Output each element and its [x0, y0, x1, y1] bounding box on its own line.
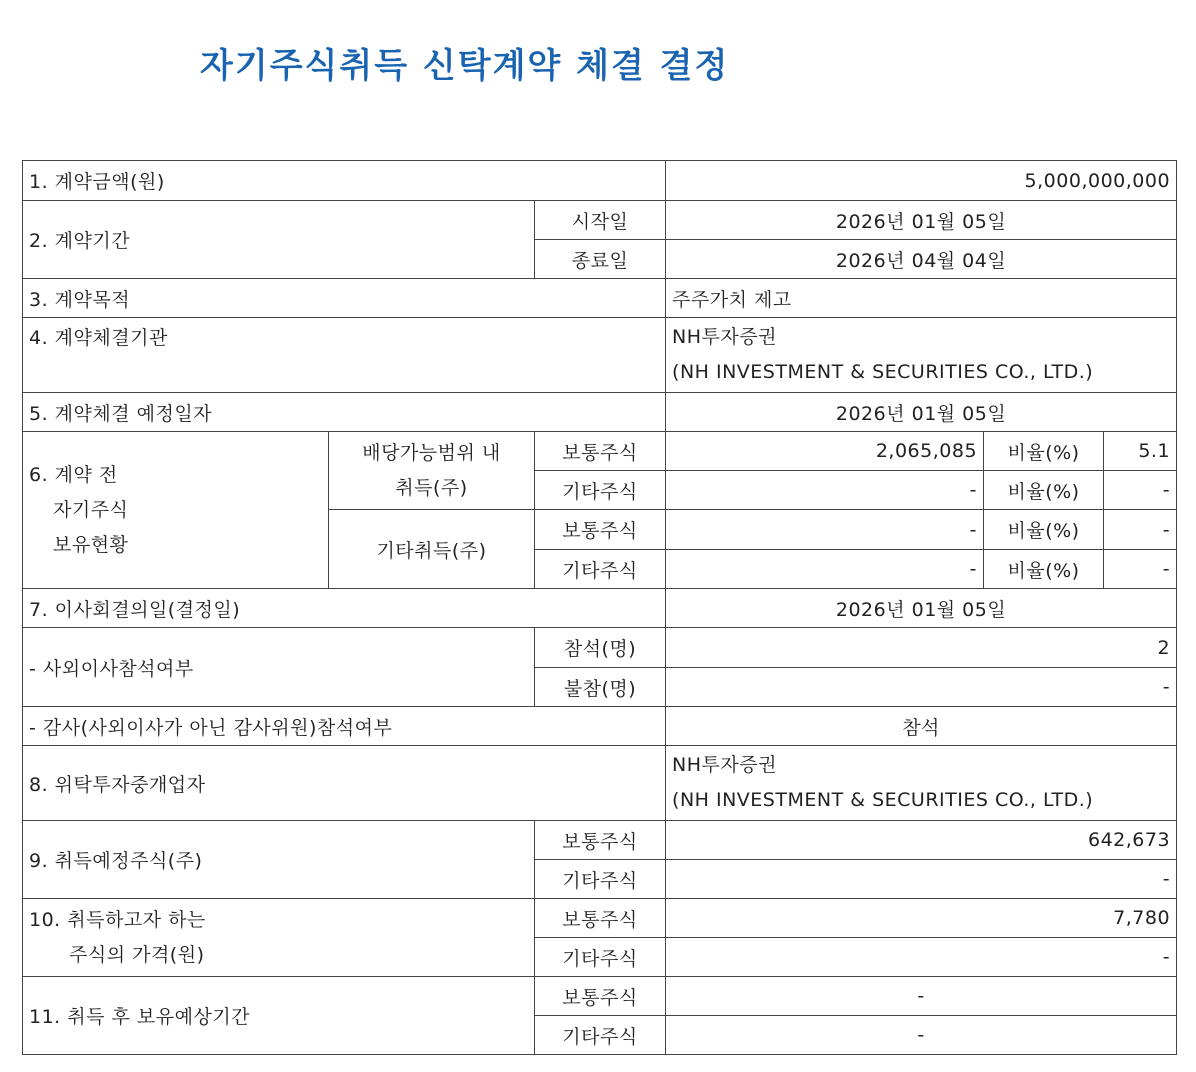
end-date-label: 종료일	[535, 240, 666, 279]
holdings-label-line1: 6. 계약 전	[29, 463, 118, 486]
holdings-label-line2: 자기주식	[53, 498, 129, 521]
common-stock-label: 보통주식	[535, 510, 666, 550]
ratio-label: 비율(%)	[984, 550, 1104, 589]
contract-period-label: 2. 계약기간	[23, 201, 535, 279]
table-row	[23, 201, 1177, 240]
contract-purpose-value: 주주가치 제고	[666, 279, 1177, 318]
page-title: 자기주식취득 신탁계약 체결 결정	[200, 46, 730, 86]
other-stock-label: 기타주식	[535, 860, 666, 899]
g2-common-ratio: -	[1104, 510, 1177, 550]
g1-common-qty: 2,065,085	[666, 432, 984, 471]
other-acquisition-label: 기타취득(주)	[329, 510, 535, 589]
start-date-label: 시작일	[535, 201, 666, 240]
contract-purpose-label: 3. 계약목적	[23, 279, 666, 318]
dividend-range-line2: 취득(주)	[395, 476, 468, 499]
table-row	[23, 432, 1177, 471]
holding-common-value: -	[666, 977, 1177, 1016]
other-stock-label: 기타주식	[535, 471, 666, 510]
contract-amount-value: 5,000,000,000	[666, 161, 1177, 201]
holdings-label	[23, 432, 329, 589]
disclosure-table	[22, 160, 1177, 1055]
other-stock-label: 기타주식	[535, 938, 666, 977]
absent-label: 불참(명)	[535, 668, 666, 707]
other-stock-label: 기타주식	[535, 550, 666, 589]
table-row	[23, 707, 1177, 746]
other-stock-label: 기타주식	[535, 1016, 666, 1055]
common-stock-label: 보통주식	[535, 821, 666, 860]
g1-other-ratio: -	[1104, 471, 1177, 510]
planned-common-value: 642,673	[666, 821, 1177, 860]
contract-amount-label: 1. 계약금액(원)	[23, 161, 666, 201]
contract-institution-value	[666, 318, 1177, 393]
g2-common-qty: -	[666, 510, 984, 550]
table-row	[23, 977, 1177, 1016]
common-stock-label: 보통주식	[535, 977, 666, 1016]
present-label: 참석(명)	[535, 628, 666, 668]
price-label-line1: 10. 취득하고자 하는	[29, 908, 206, 931]
board-date-label: 7. 이사회결의일(결정일)	[23, 589, 666, 628]
table-row	[23, 279, 1177, 318]
contract-institution-label: 4. 계약체결기관	[23, 318, 666, 393]
g2-other-qty: -	[666, 550, 984, 589]
institution-name-en: (NH INVESTMENT & SECURITIES CO., LTD.)	[672, 361, 1094, 383]
planned-shares-label: 9. 취득예정주식(주)	[23, 821, 535, 899]
table-row	[23, 589, 1177, 628]
common-stock-label: 보통주식	[535, 899, 666, 938]
g1-other-qty: -	[666, 471, 984, 510]
ratio-label: 비율(%)	[984, 510, 1104, 550]
audit-attendance-label: - 감사(사외이사가 아닌 감사위원)참석여부	[23, 707, 666, 746]
holding-other-value: -	[666, 1016, 1177, 1055]
planned-other-value: -	[666, 860, 1177, 899]
table-row	[23, 628, 1177, 668]
dividend-range-label	[329, 432, 535, 510]
table-row	[23, 393, 1177, 432]
outside-directors-label: - 사외이사참석여부	[23, 628, 535, 707]
price-label-line2: 주식의 가격(원)	[69, 943, 205, 966]
dividend-range-line1: 배당가능범위 내	[362, 441, 501, 464]
g1-common-ratio: 5.1	[1104, 432, 1177, 471]
table-row	[23, 899, 1177, 938]
holding-period-label: 11. 취득 후 보유예상기간	[23, 977, 535, 1055]
broker-label: 8. 위탁투자중개업자	[23, 746, 666, 821]
price-common-value: 7,780	[666, 899, 1177, 938]
scheduled-date-value: 2026년 01월 05일	[666, 393, 1177, 432]
price-label	[23, 899, 535, 977]
audit-attendance-value: 참석	[666, 707, 1177, 746]
table-row	[23, 161, 1177, 201]
end-date-value: 2026년 04월 04일	[666, 240, 1177, 279]
present-value: 2	[666, 628, 1177, 668]
broker-value	[666, 746, 1177, 821]
absent-value: -	[666, 668, 1177, 707]
broker-name-en: (NH INVESTMENT & SECURITIES CO., LTD.)	[672, 789, 1094, 811]
board-date-value: 2026년 01월 05일	[666, 589, 1177, 628]
start-date-value: 2026년 01월 05일	[666, 201, 1177, 240]
g2-other-ratio: -	[1104, 550, 1177, 589]
scheduled-date-label: 5. 계약체결 예정일자	[23, 393, 666, 432]
table-row	[23, 318, 1177, 393]
common-stock-label: 보통주식	[535, 432, 666, 471]
institution-name: NH투자증권	[672, 326, 777, 348]
table-row	[23, 746, 1177, 821]
broker-name: NH투자증권	[672, 754, 777, 776]
price-other-value: -	[666, 938, 1177, 977]
ratio-label: 비율(%)	[984, 432, 1104, 471]
ratio-label: 비율(%)	[984, 471, 1104, 510]
holdings-label-line3: 보유현황	[53, 533, 129, 556]
table-row	[23, 821, 1177, 860]
